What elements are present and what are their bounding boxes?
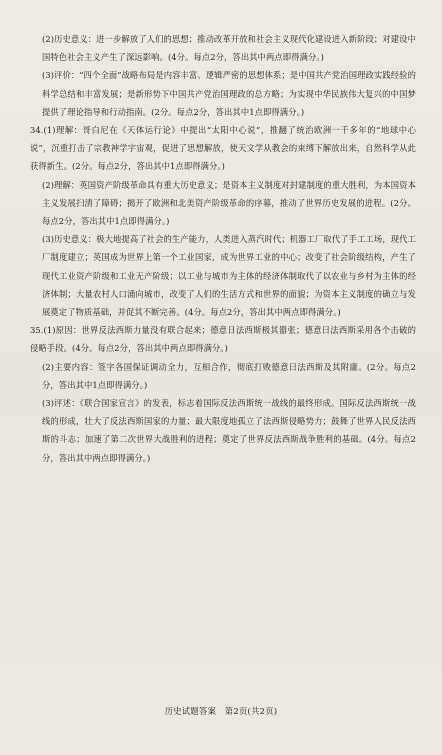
answer-34-2: (2)理解：英国资产阶级革命具有重大历史意义；是资本主义制度对封建制度的重大胜利，为本国资本主义发展扫清了障碍；揭开了欧洲和北美资产阶级革命的序幕，推动了世界历史发展的进程。(2分。每点2分，答出其中1点即得满分。) <box>42 179 416 227</box>
answer-35-2: (2)主要内容：签字各国保证调动全力，互相合作，彻底打败德意日法西斯及其附庸。(2分。每点2分，答出其中1点即得满分。) <box>42 361 416 390</box>
answer-33-3: (3)评价：“四个全面”战略布局是内容丰富、逻辑严密的思想体系；是中国共产党治国理政实践经验的科学总结和丰富发展；是新形势下中国共产党治国理政的总方略；为实现中华民族伟大复兴的中国梦提供了理论指导和行动指南。(2分。每点2分，答出其中1点即得满分。) <box>42 70 416 117</box>
answer-35-1: 35.(1)原因：世界反法西斯力量没有联合起来；德意日法西斯极其嚣张；德意日法西斯采用各个击破的侵略手段。(4分。每点2分，答出其中两点即得满分。) <box>30 325 416 354</box>
answer-34-3: (3)历史意义：极大地提高了社会的生产能力，人类进入蒸汽时代；机器工厂取代了手工工场，现代工厂制度建立；英国成为世界上第一个工业国家，成为世界工业的中心；改变了社会阶级结构，产生了现代工业资产阶级和工业无产阶级；以工业与城市为主体的经济体制取代了以农业与乡村为主体的经济体制；大量农村人口涌向城市，改变了人们的生活方式和世界的面貌；为资本主义制度的确立与发展奠定了物质基础，并促其不断完善。(4分。每点2分，答出其中两点即得满分。) <box>42 234 416 318</box>
answer-33-2: (2)历史意义：进一步解放了人们的思想；推动改革开放和社会主义现代化建设进入新阶段；对建设中国特色社会主义产生了深远影响。(4分。每点2分，答出其中两点即得满分。) <box>42 34 416 63</box>
answer-34-1: 34.(1)理解：哥白尼在《天体运行论》中提出“太阳中心说”，推翻了统治欧洲一千多年的“地球中心说”，沉重打击了宗教神学宇宙观，促进了思想解放，使天文学从教会的束缚下解放出来，自然科学从此获得新生。(2分。每点2分，答出其中1点即得满分。) <box>30 125 416 172</box>
answer-content <box>30 30 416 467</box>
page-footer: 历史试题答案 第2页(共2页) <box>164 706 278 716</box>
answer-35-3: (3)评述：《联合国家宣言》的发表，标志着国际反法西斯统一战线的最终形成。国际反法西斯统一战线的形成，壮大了反法西斯国家的力量；最大限度地孤立了法西斯侵略势力；鼓舞了世界人民反法西斯的斗志；加速了第二次世界大战胜利的进程；奠定了世界反法西斯战争胜利的基础。(4分。每点2分，答出其中两点即得满分。) <box>42 398 416 463</box>
